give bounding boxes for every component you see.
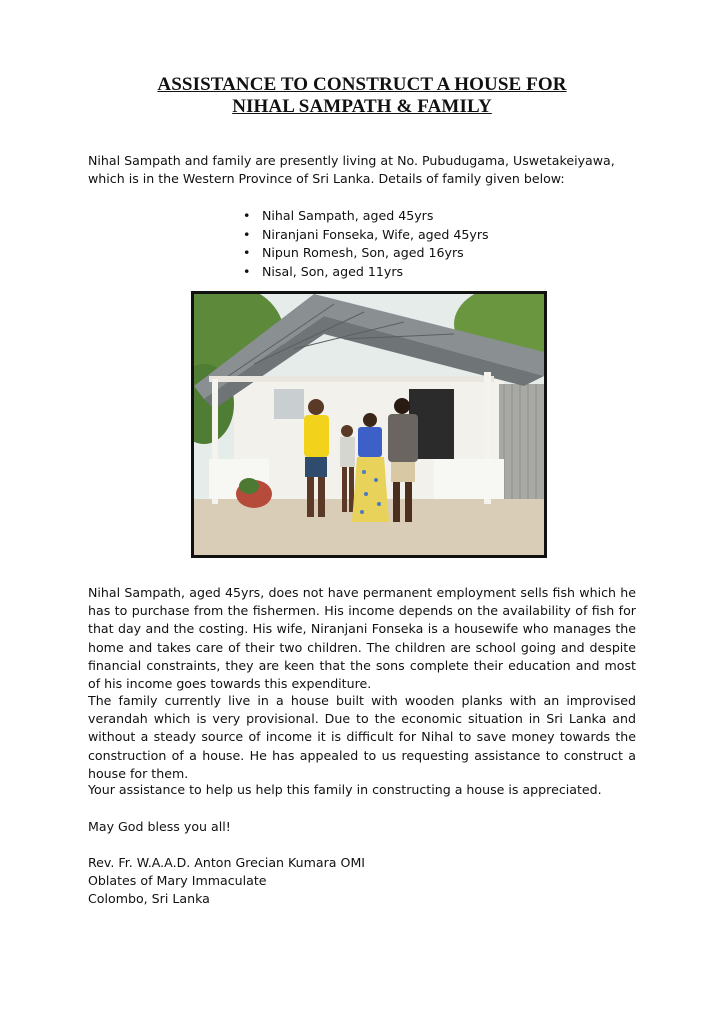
signatory-name: Rev. Fr. W.A.A.D. Anton Grecian Kumara OMI [88,855,366,870]
family-member-name: Niranjani Fonseka, Wife, aged 45yrs [262,226,489,242]
housing-paragraph: The family currently live in a house built with wooden planks with an improvised verandah which is very provisional. Due to the economic situation in Sri Lanka and without a steady source of income it is difficult for Nihal to save money towards the construction of a house. He has appealed to us requesting assistance to construct a house for them. [88,693,636,781]
bullet-icon: • [243,226,251,242]
appreciation-paragraph: Your assistance to help us help this family in constructing a house is appreciated. [88,782,602,797]
family-member-name: Nisal, Son, aged 11yrs [262,263,404,279]
family-member-name: Nipun Romesh, Son, aged 16yrs [262,245,464,261]
list-item [243,226,489,245]
signatory-location: Colombo, Sri Lanka [88,891,210,907]
document-title-line-1: ASSISTANCE TO CONSTRUCT A HOUSE FOR [157,74,567,95]
list-item [243,263,489,282]
family-member-name: Nihal Sampath, aged 45yrs [262,208,434,223]
family-house-photo [191,291,547,558]
bullet-icon: • [243,263,251,279]
employment-paragraph: Nihal Sampath, aged 45yrs, does not have permanent employment sells fish which he has to purchase from the fishermen. His income depends on the availability of fish for that day and the costing. His wife, Niranjani Fonseka is a housewife who manages the home and takes care of their two children. The children are school going and despite financial constraints, they are keen that the sons complete their education and most of his income goes towards this expenditure. [88,585,636,692]
list-item [243,244,489,263]
document-title-line-2: NIHAL SAMPATH & FAMILY [232,96,492,117]
signature-block [88,854,636,909]
signatory-organization: Oblates of Mary Immaculate [88,873,267,889]
blessing-line: May God bless you all! [88,819,231,834]
bullet-icon: • [243,208,251,223]
bullet-icon: • [243,245,251,261]
list-item [243,207,489,226]
intro-paragraph: Nihal Sampath and family are presently living at No. Pubudugama, Uswetakeiyawa, which is in the Western Province of Sri Lanka. Details of family given below: [88,153,615,187]
family-members-list [243,207,489,281]
